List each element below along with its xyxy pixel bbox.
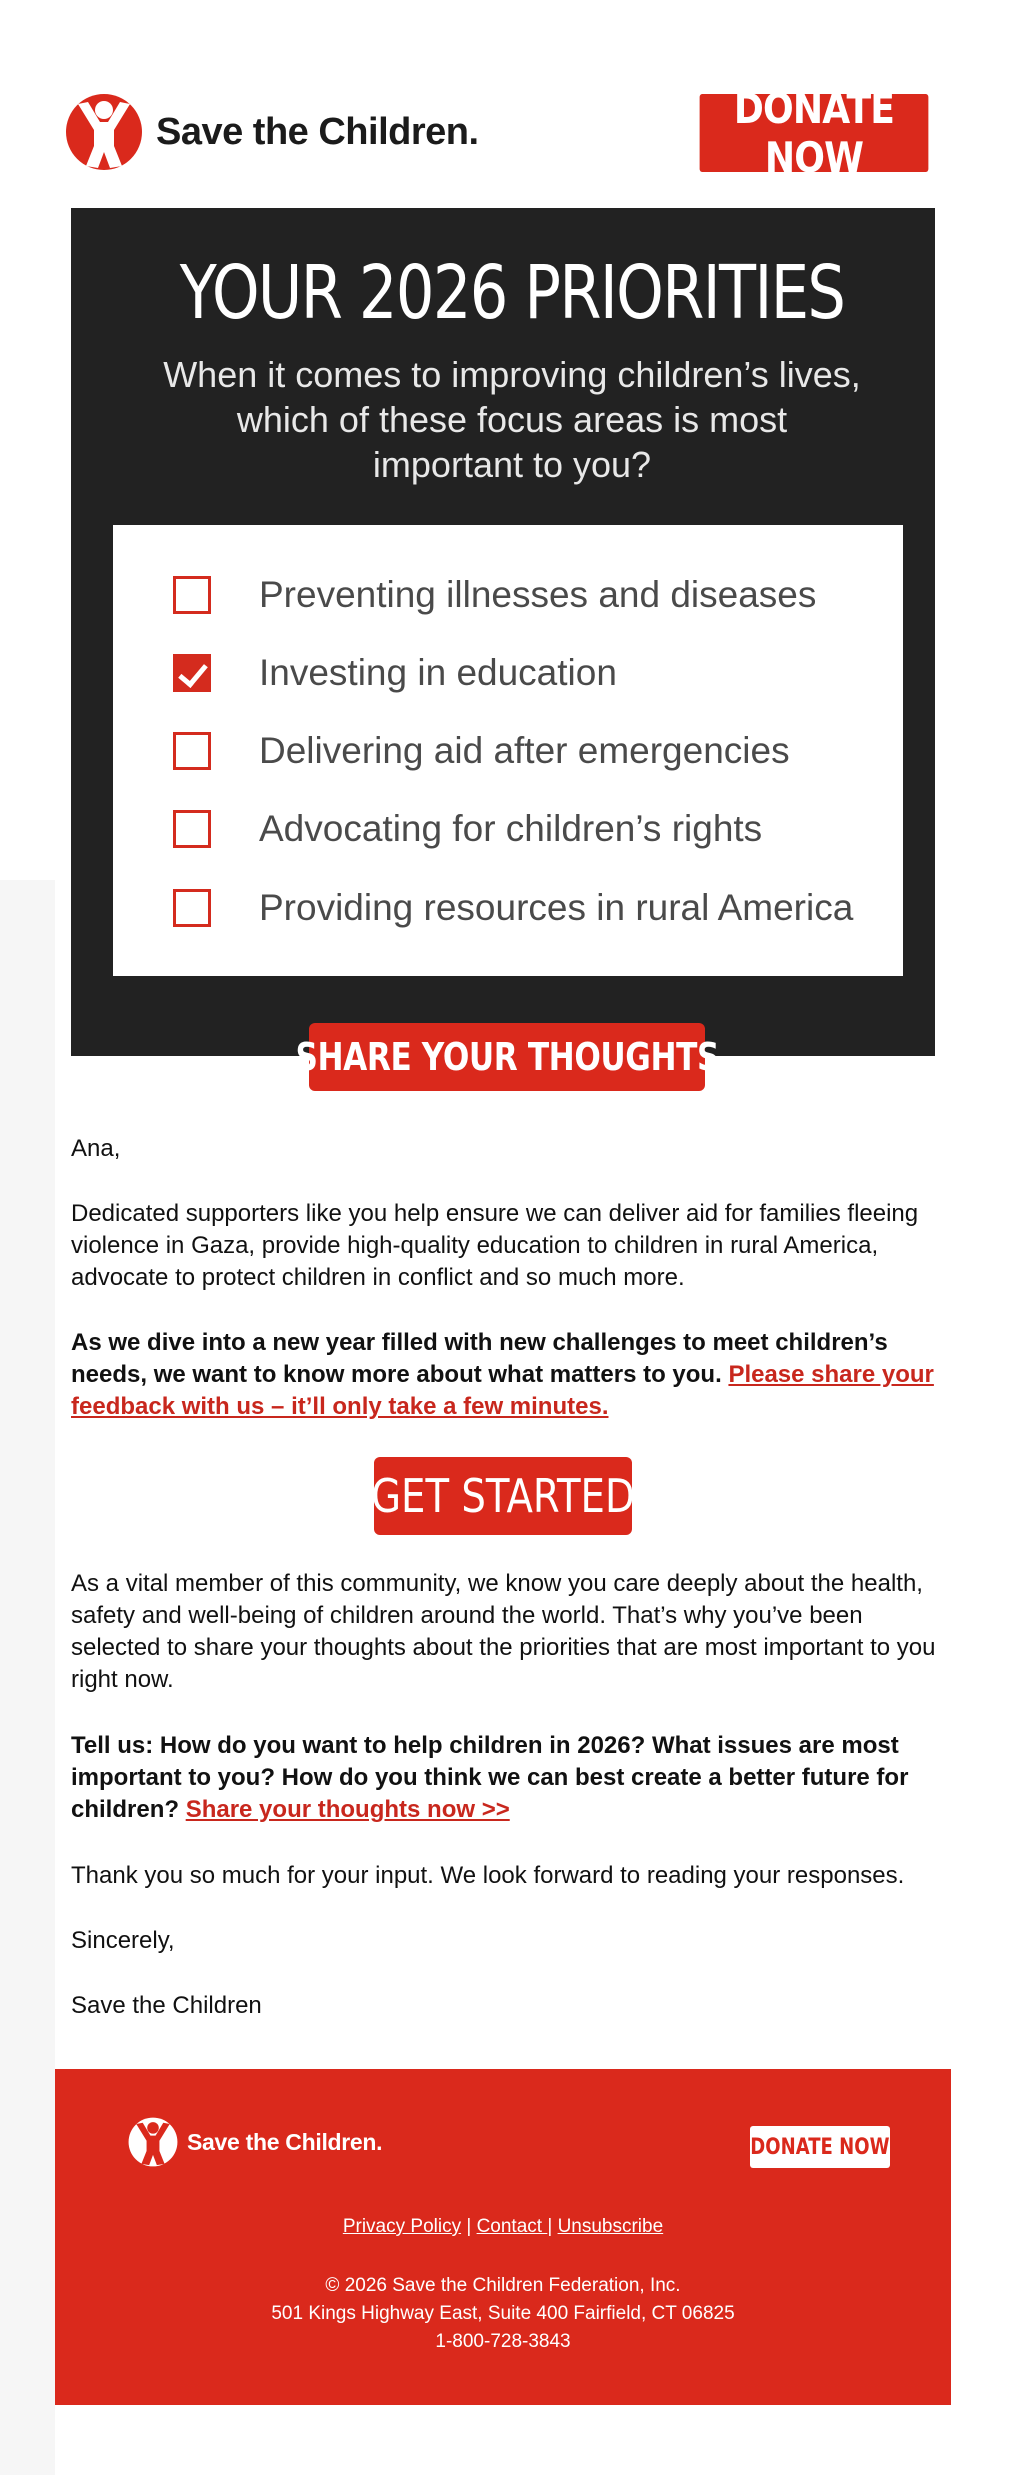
footer-donate-button[interactable] xyxy=(750,2126,890,2168)
footer-donate-label: DONATE NOW xyxy=(750,2134,890,2160)
intro-paragraph: Dedicated supporters like you help ensure we can deliver aid for families fleeing violence in Gaza, provide high-quality education to children in rural America, advocate to protect children in conflict and so much more. xyxy=(71,1200,919,1291)
brand-logo[interactable] xyxy=(64,88,484,176)
get-started-button[interactable] xyxy=(371,1457,635,1535)
checked-checkbox-icon[interactable] xyxy=(173,654,211,692)
phone: 1-800-728-3843 xyxy=(435,2331,571,2352)
footer-links xyxy=(55,2216,951,2238)
option-advocating-rights[interactable] xyxy=(173,807,762,851)
unchecked-checkbox-icon[interactable] xyxy=(173,732,211,770)
option-label: Preventing illnesses and diseases xyxy=(259,574,817,615)
option-label: Delivering aid after emergencies xyxy=(259,730,790,771)
option-preventing-illnesses[interactable] xyxy=(173,573,816,617)
get-started-label: GET STARTED xyxy=(371,1469,635,1523)
child-logo-icon xyxy=(64,90,144,174)
link-separator: | xyxy=(547,2216,558,2237)
share-thoughts-link[interactable]: Share your thoughts now >> xyxy=(185,1796,510,1823)
footer-contact-info xyxy=(55,2272,951,2356)
unchecked-checkbox-icon[interactable] xyxy=(173,889,211,927)
donate-now-button[interactable]: DONATE NOW xyxy=(700,94,929,172)
footer-brand-name: Save the Children. xyxy=(187,2128,383,2155)
footer xyxy=(55,2069,951,2405)
community-paragraph: As a vital member of this community, we know you care deeply about the health, safety and well-being of children around the world. That’s why you’ve been selected to share your thoughts about the priorities that are most important to you right now. xyxy=(71,1570,936,1693)
link-separator: | xyxy=(461,2216,477,2237)
privacy-policy-link[interactable]: Privacy Policy xyxy=(342,2216,462,2237)
option-label: Investing in education xyxy=(259,652,617,693)
banner-subtitle: When it comes to improving children’s lives, which of these focus areas is most important to you? xyxy=(163,354,861,485)
feedback-link[interactable]: Please share your feedback with us – it’ll only take a few minutes. xyxy=(71,1361,934,1420)
share-button-label: SHARE YOUR THOUGHTS xyxy=(295,1035,719,1079)
signature: Save the Children xyxy=(71,1992,262,2019)
share-your-thoughts-button[interactable] xyxy=(295,1023,719,1091)
footer-logo[interactable] xyxy=(127,2114,382,2170)
option-delivering-aid[interactable] xyxy=(173,729,790,773)
contact-link[interactable]: Contact xyxy=(476,2216,548,2237)
copyright: © 2026 Save the Children Federation, Inc. xyxy=(325,2275,681,2296)
banner-title: YOUR 2026 PRIORITIES xyxy=(179,250,845,336)
questions-paragraph xyxy=(71,1730,943,1826)
questions-bold-text: Tell us: How do you want to help children in 2026? What issues are most important to you? How do you think we can best create a better future for children? xyxy=(71,1732,909,1823)
child-logo-icon xyxy=(127,2115,179,2169)
option-label: Advocating for children’s rights xyxy=(259,808,763,849)
thank-you-paragraph: Thank you so much for your input. We look forward to reading your responses. xyxy=(71,1862,905,1889)
option-rural-america[interactable] xyxy=(173,886,853,930)
closing: Sincerely, xyxy=(71,1927,175,1954)
unsubscribe-link[interactable]: Unsubscribe xyxy=(557,2216,664,2237)
greeting: Ana, xyxy=(71,1135,121,1162)
priority-checklist xyxy=(113,525,903,976)
option-label: Providing resources in rural America xyxy=(259,887,854,928)
address: 501 Kings Highway East, Suite 400 Fairfield, CT 06825 xyxy=(271,2303,735,2324)
unchecked-checkbox-icon[interactable] xyxy=(173,576,211,614)
feedback-bold-text: As we dive into a new year filled with new challenges to meet children’s needs, we want to know more about what matters to you. xyxy=(71,1329,888,1388)
brand-name: Save the Children. xyxy=(156,110,479,153)
feedback-paragraph xyxy=(71,1327,943,1423)
background-strip xyxy=(0,880,55,2475)
option-investing-education[interactable] xyxy=(173,651,617,695)
unchecked-checkbox-icon[interactable] xyxy=(173,810,211,848)
